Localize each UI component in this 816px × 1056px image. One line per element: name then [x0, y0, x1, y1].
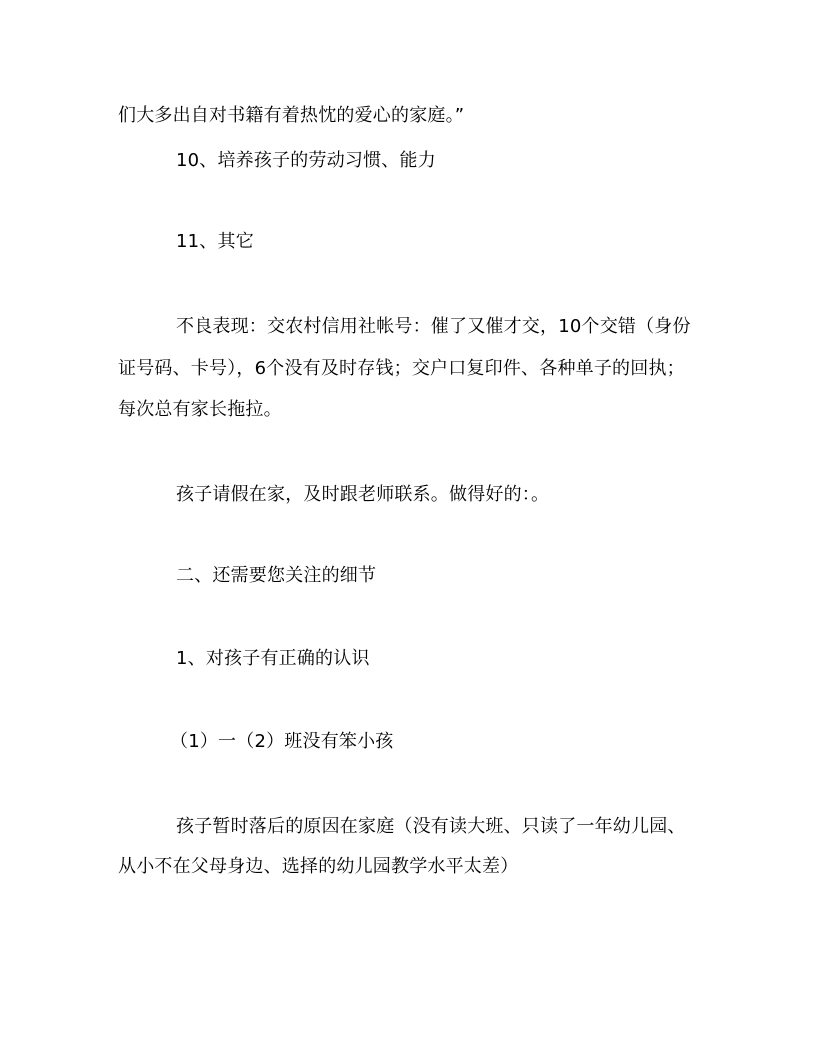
paragraph-line: 们大多出自对书籍有着热忱的爱心的家庭。” [118, 105, 465, 126]
subsection-item: （1）一（2）班没有笨小孩 [170, 731, 394, 752]
list-heading-11: 11、其它 [176, 231, 254, 252]
section-heading: 二、还需要您关注的细节 [176, 565, 377, 586]
list-heading-10: 10、培养孩子的劳动习惯、能力 [176, 150, 436, 171]
paragraph-line: 孩子暂时落后的原因在家庭（没有读大班、只读了一年幼儿园、 [176, 816, 686, 837]
paragraph-line: 不良表现：交农村信用社帐号：催了又催才交，10个交错（身份 [176, 316, 691, 337]
subsection-heading: 1、对孩子有正确的认识 [176, 648, 370, 669]
paragraph-line: 孩子请假在家，及时跟老师联系。做得好的：。 [176, 484, 550, 505]
paragraph-line: 从小不在父母身边、选择的幼儿园教学水平太差） [118, 856, 519, 877]
paragraph-line: 证号码、卡号），6个没有及时存钱；交户口复印件、各种单子的回执； [118, 358, 685, 379]
paragraph-line: 每次总有家长拖拉。 [118, 399, 282, 420]
